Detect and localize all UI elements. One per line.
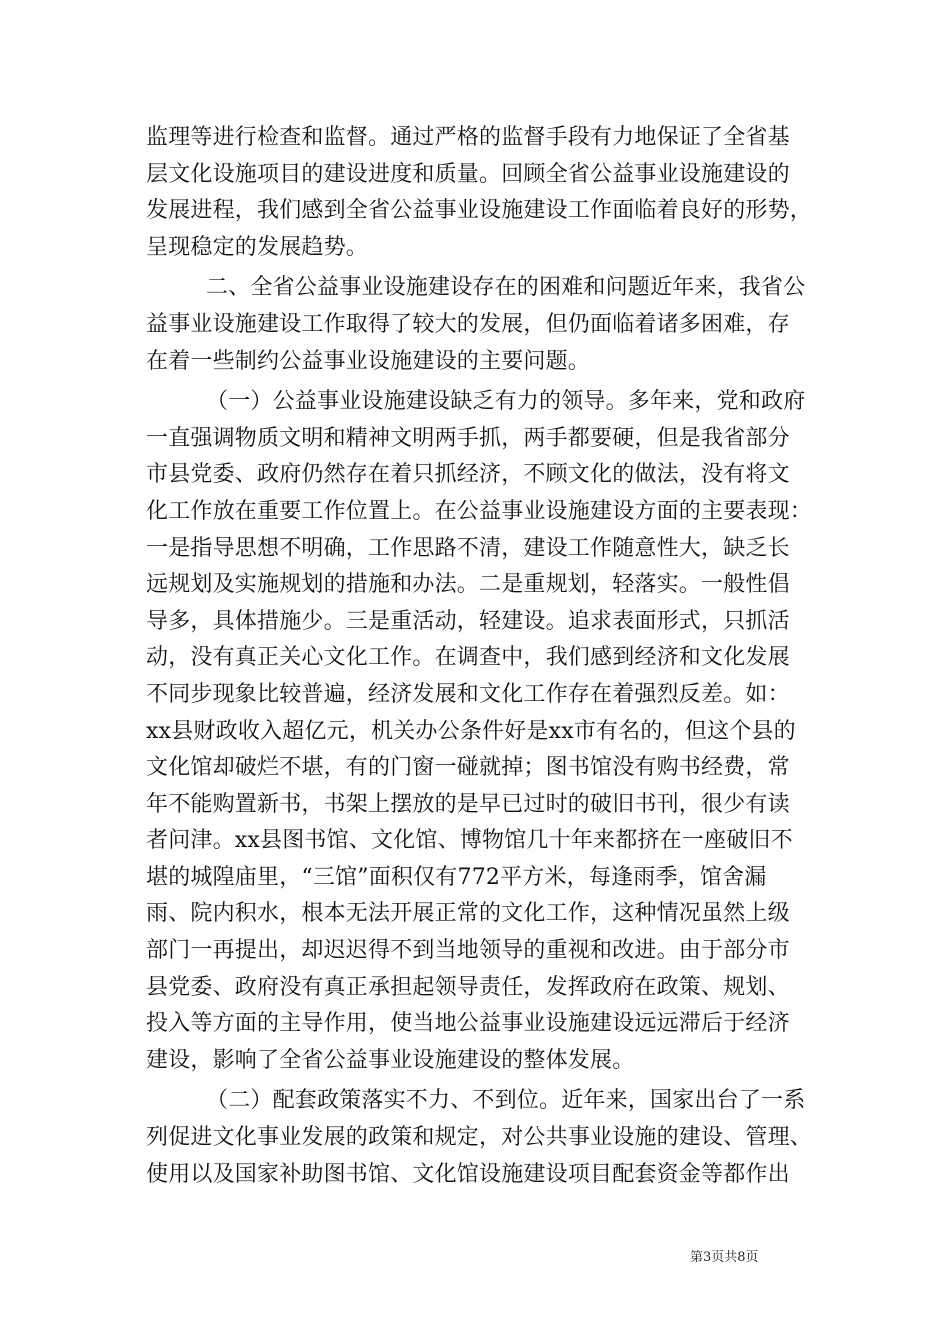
text-line: 市县党委、政府仍然存在着只抓经济，不顾文化的做法，没有将文 xyxy=(146,462,790,488)
text-line: 一是指导思想不明确，工作思路不清，建设工作随意性大，缺乏长 xyxy=(146,535,790,561)
text-line: 化工作放在重要工作位置上。在公益事业设施建设方面的主要表现： xyxy=(146,498,813,524)
paragraph-supervision xyxy=(146,120,813,266)
text-line: 一直强调物质文明和精神文明两手抓，两手都要硬，但是我省部分 xyxy=(146,425,790,451)
paragraph-section-two xyxy=(146,270,810,380)
text-line: 年不能购置新书，书架上摆放的是早已过时的破旧书刊，很少有读 xyxy=(146,791,790,817)
text-line: 动，没有真正关心文化工作。在调查中，我们感到经济和文化发展 xyxy=(146,645,790,671)
paragraph-subsection-two xyxy=(146,1083,813,1193)
text-line: 益事业设施建设工作取得了较大的发展，但仍面临着诸多困难，存 xyxy=(146,311,790,337)
text-line: 呈现稳定的发展趋势。 xyxy=(146,234,369,260)
text-line: 文化馆却破烂不堪，有的门窗一碰就掉；图书馆没有购书经费，常 xyxy=(146,755,790,781)
text-line: 不同步现象比较普遍，经济发展和文化工作存在着强烈反差。如： xyxy=(146,681,790,707)
text-line: 投入等方面的主导作用，使当地公益事业设施建设远远滞后于经济 xyxy=(146,1011,790,1037)
text-line: （二）配套政策落实不力、不到位。近年来，国家出台了一系 xyxy=(206,1088,806,1114)
document-body xyxy=(146,120,813,1197)
text-line: 在着一些制约公益事业设施建设的主要问题。 xyxy=(146,348,591,374)
text-line: 导多，具体措施少。三是重活动，轻建设。追求表面形式，只抓活 xyxy=(146,608,790,634)
text-line: 发展进程，我们感到全省公益事业设施建设工作面临着良好的形势， xyxy=(146,198,813,224)
text-line: 远规划及实施规划的措施和办法。二是重规划，轻落实。一般性倡 xyxy=(146,572,790,598)
text-line: 雨、院内积水，根本无法开展正常的文化工作，这种情况虽然上级 xyxy=(146,901,790,927)
text-line: 监理等进行检查和监督。通过严格的监督手段有力地保证了全省基 xyxy=(146,125,790,150)
text-line: 层文化设施项目的建设进度和质量。回顾全省公益事业设施建设的 xyxy=(146,161,790,187)
text-line: （一）公益事业设施建设缺乏有力的领导。多年来，党和政府 xyxy=(206,389,806,415)
text-line: 者问津。xx县图书馆、文化馆、博物馆几十年来都挤在一座破旧不 xyxy=(146,828,793,854)
text-line: 建设，影响了全省公益事业设施建设的整体发展。 xyxy=(146,1047,635,1073)
text-line: 二、全省公益事业设施建设存在的困难和问题近年来，我省公 xyxy=(206,275,806,301)
page-number-footer: 第3页共8页 xyxy=(690,1250,759,1265)
text-line: xx县财政收入超亿元，机关办公条件好是xx市有名的，但这个县的 xyxy=(146,718,796,744)
text-line: 堪的城隍庙里，“三馆”面积仅有772平方米，每逢雨季，馆舍漏 xyxy=(146,864,767,890)
text-line: 使用以及国家补助图书馆、文化馆设施建设项目配套资金等都作出 xyxy=(146,1161,790,1187)
text-line: 列促进文化事业发展的政策和规定，对公共事业设施的建设、管理、 xyxy=(146,1125,813,1151)
paragraph-subsection-one xyxy=(146,384,813,1079)
text-line: 县党委、政府没有真正承担起领导责任，发挥政府在政策、规划、 xyxy=(146,974,790,1000)
text-line: 部门一再提出，却迟迟得不到当地领导的重视和改进。由于部分市 xyxy=(146,938,790,964)
